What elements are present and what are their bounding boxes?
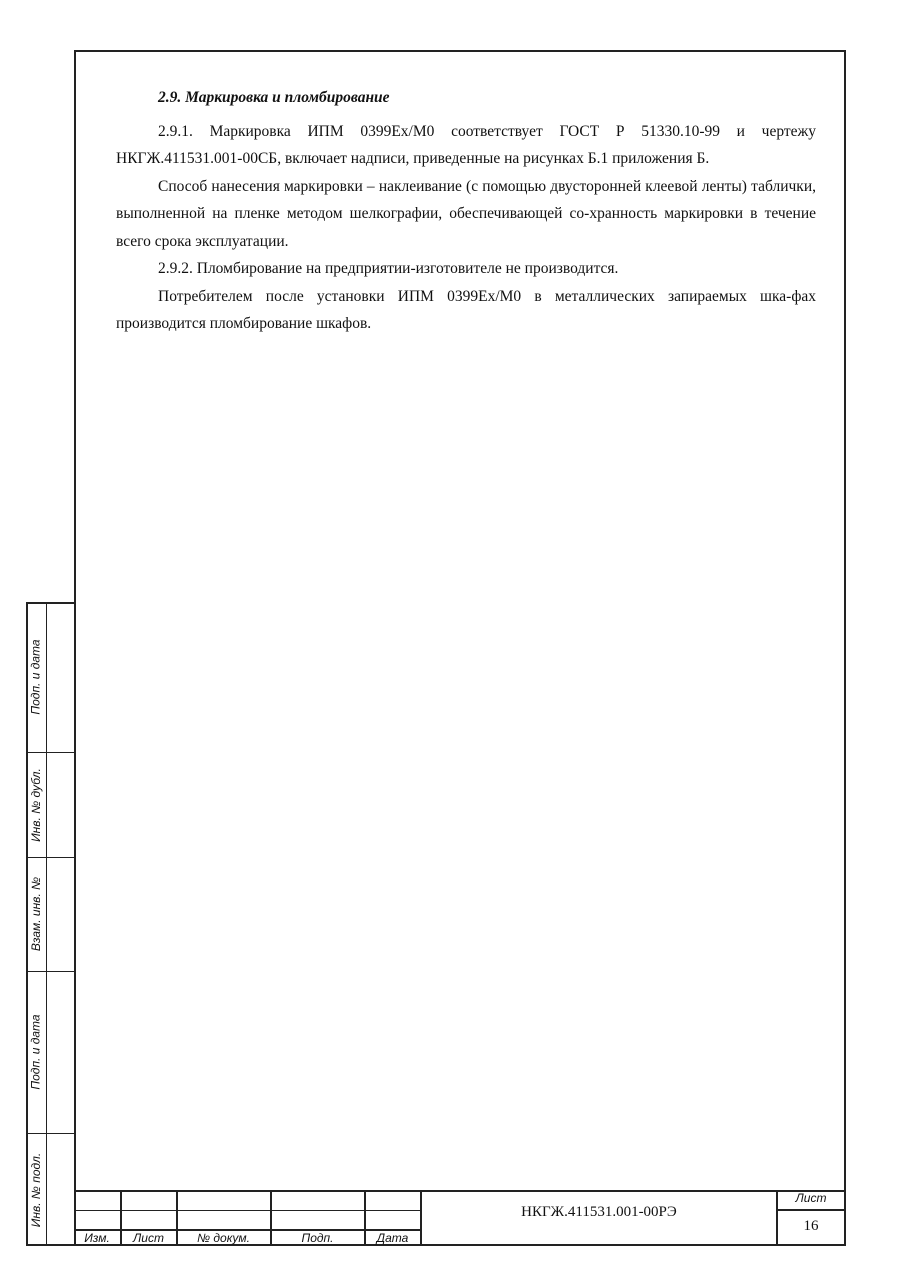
side-stamp — [26, 602, 76, 1246]
section-heading: 2.9. Маркировка и пломбирование — [158, 89, 390, 106]
paragraph: 2.9.2. Пломбирование на предприятии-изготовителе не производится. — [158, 260, 619, 277]
side-label-sign-date-2: Подп. и дата — [29, 1014, 43, 1090]
title-block-line — [776, 1209, 846, 1211]
paragraph: Способ нанесения маркировки – наклеивание (с помощью двусторонней клеевой ленты) таблички, выполненной на пленке методом шелкографии, обеспечивающей со-хранность маркировки в течение всего срока эксплуатации. — [116, 177, 816, 250]
side-label-sign-date: Подп. и дата — [29, 639, 43, 715]
col-label-date: Дата — [376, 1231, 409, 1245]
col-label-signature: Подп. — [301, 1231, 334, 1245]
col-label-change: Изм. — [84, 1231, 110, 1245]
paragraph: Потребителем после установки ИПМ 0399Ex/M0 в металлических запираемых шка-фах производится пломбирование шкафов. — [116, 287, 816, 332]
document-code: НКГЖ.411531.001-00РЭ — [521, 1204, 677, 1220]
title-block-line — [74, 1190, 846, 1192]
side-stamp-divider — [46, 602, 47, 1246]
sheet-number: 16 — [803, 1218, 819, 1234]
document-body — [116, 84, 816, 338]
col-label-sheet: Лист — [133, 1231, 164, 1245]
col-label-doc-number: № докум. — [197, 1231, 250, 1245]
paragraph: 2.9.1. Маркировка ИПМ 0399Ex/M0 соответствует ГОСТ Р 51330.10-99 и чертежу НКГЖ.411531.001-00СБ, включает надписи, приведенные на рисунках Б.1 приложения Б. — [116, 122, 816, 167]
side-label-replace-inv: Взам. инв. № — [29, 876, 44, 952]
title-block-line — [74, 1210, 422, 1211]
title-block — [74, 1190, 846, 1246]
sheet-label: Лист — [795, 1191, 827, 1205]
side-label-dup-inv: Инв. № дубл. — [29, 767, 43, 842]
side-label-orig-inv: Инв. № подл. — [29, 1152, 43, 1227]
